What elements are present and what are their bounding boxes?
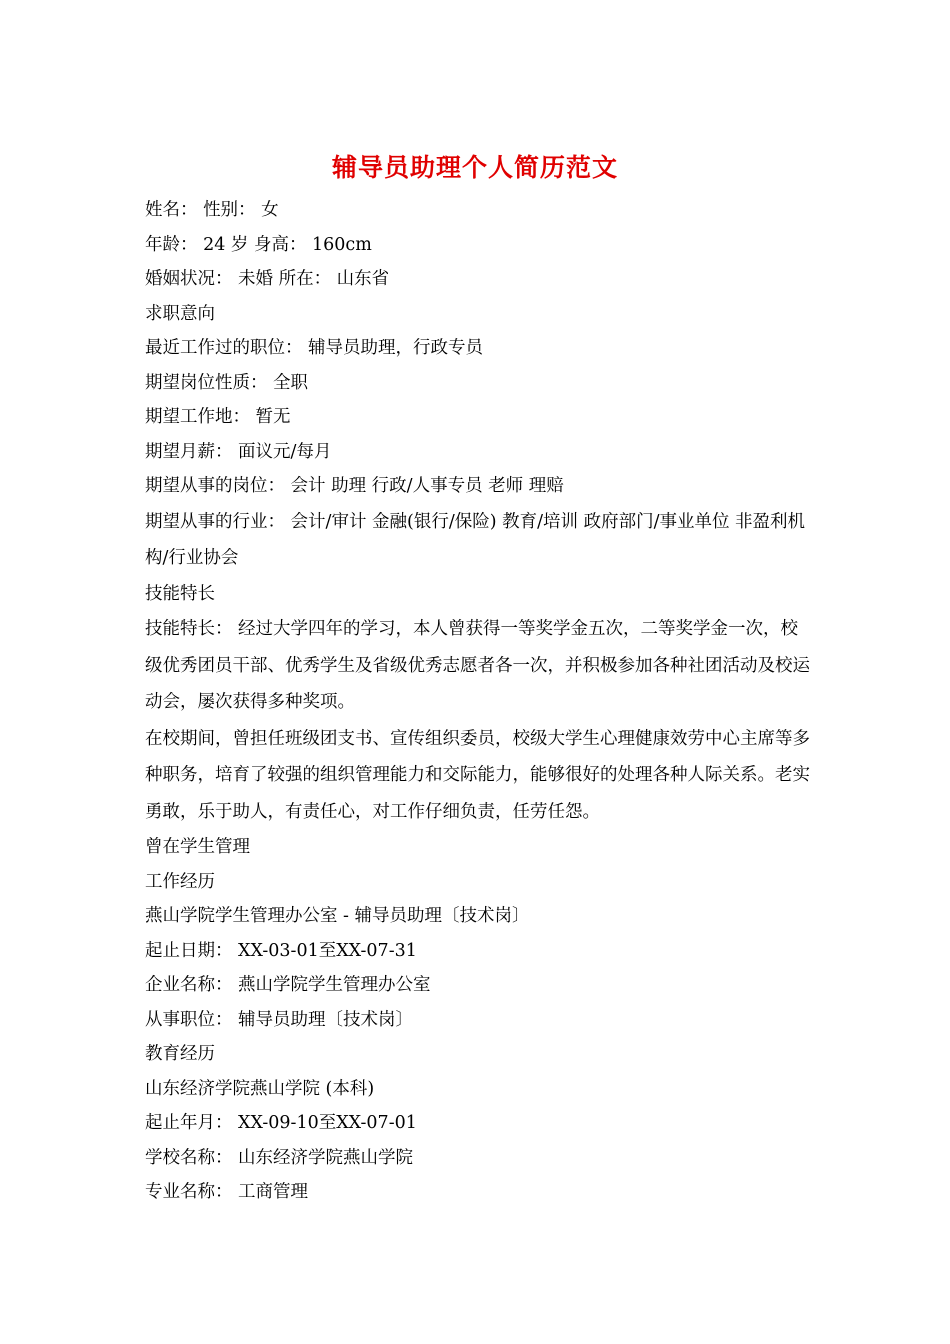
company-name-line: 企业名称： 燕山学院学生管理办公室 — [145, 975, 431, 995]
expected-salary-line: 期望月薪： 面议元/每月 — [145, 441, 332, 462]
document-title: 辅导员助理个人简历范文 — [331, 153, 618, 182]
skills-paragraph: 技能特长： 经过大学四年的学习，本人曾获得一等奖学金五次，二等奖学金一次，校级优秀团员干部、优秀学生及省级优秀志愿者各一次，并积极参加各种社团活动及校运动会，屡次获得多种奖项。 — [145, 619, 810, 712]
campus-experience-paragraph: 在校期间，曾担任班级团支书、宣传组织委员，校级大学生心理健康效劳中心主席等多种职务，培育了较强的组织管理能力和交际能力，能够很好的处理各种人际关系。老实勇敢，乐于助人，有责任心，对工作仔细负责，任劳任怨。 — [145, 728, 810, 822]
job-type-line: 期望岗位性质： 全职 — [145, 372, 309, 393]
school-name-line: 学校名称： 山东经济学院燕山学院 — [145, 1147, 414, 1168]
work-experience-heading: 工作经历 — [145, 871, 215, 892]
school-entry-title: 山东经济学院燕山学院 (本科) — [145, 1078, 375, 1099]
expected-industries-paragraph: 期望从事的行业： 会计/审计 金融(银行/保险) 教育/培训 政府部门/事业单位 非盈利机构/行业协会 — [145, 511, 806, 568]
recent-position-line: 最近工作过的职位： 辅导员助理，行政专员 — [145, 338, 484, 358]
education-dates-line: 起止年月： XX-09-10至XX-07-01 — [145, 1113, 417, 1133]
work-entry-title: 燕山学院学生管理办公室 - 辅导员助理〔技术岗〕 — [145, 906, 530, 926]
resume-body — [145, 193, 810, 1210]
expected-positions-line: 期望从事的岗位： 会计 助理 行政/人事专员 老师 理赔 — [145, 476, 564, 496]
major-name-line: 专业名称： 工商管理 — [145, 1182, 309, 1202]
work-location-line: 期望工作地： 暂无 — [145, 407, 291, 427]
job-title-line: 从事职位： 辅导员助理〔技术岗〕 — [145, 1009, 414, 1030]
marital-location-line: 婚姻状况： 未婚 所在： 山东省 — [145, 269, 390, 289]
age-height-line: 年龄： 24 岁 身高： 160cm — [145, 234, 372, 255]
work-dates-line: 起止日期： XX-03-01至XX-07-31 — [145, 940, 417, 961]
student-management-line: 曾在学生管理 — [145, 837, 250, 857]
job-intention-heading: 求职意向 — [145, 303, 215, 324]
education-heading: 教育经历 — [145, 1044, 215, 1064]
name-gender-line: 姓名： 性别： 女 — [145, 200, 279, 220]
skills-heading: 技能特长 — [145, 583, 215, 604]
